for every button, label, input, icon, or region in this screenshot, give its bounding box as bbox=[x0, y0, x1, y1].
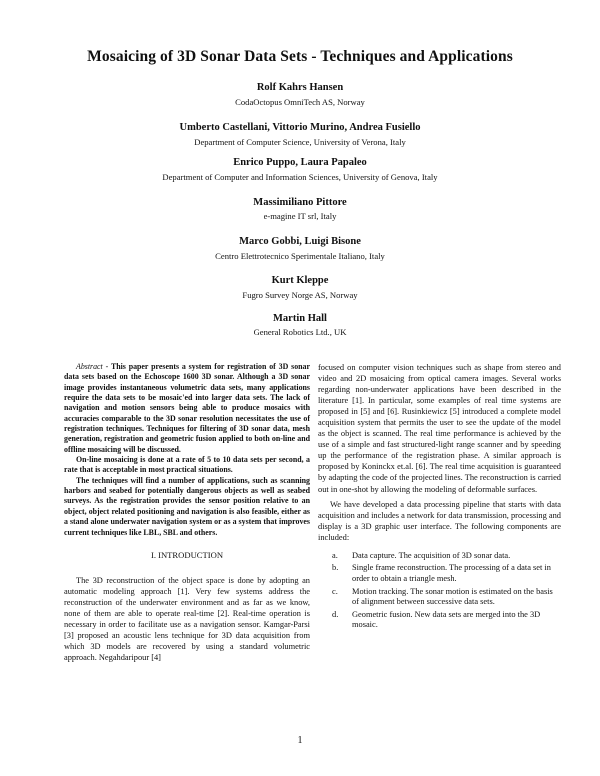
abstract bbox=[64, 362, 310, 538]
list-item bbox=[332, 609, 561, 631]
abstract-paragraph: On-line mosaicing is done at a rate of 5 to 10 data sets per second, a rate that is acceptable in most practical situations. bbox=[64, 455, 310, 475]
author-affiliation: Centro Elettrotecnico Sperimentale Italiano, Italy bbox=[215, 251, 385, 261]
list-item-text: Single frame reconstruction. The processing of a data set in order to obtain a triangle mesh. bbox=[352, 563, 551, 583]
abstract-label: Abstract - bbox=[76, 362, 109, 371]
list-item bbox=[332, 563, 561, 584]
list-marker: c. bbox=[332, 586, 338, 596]
author-affiliation: General Robotics Ltd., UK bbox=[253, 327, 347, 337]
components-list bbox=[318, 551, 561, 631]
author-names: Marco Gobbi, Luigi Bisone bbox=[239, 236, 361, 247]
list-marker: d. bbox=[332, 609, 339, 619]
paper-title: Mosaicing of 3D Sonar Data Sets - Techniques and Applications bbox=[87, 48, 513, 65]
author-names: Kurt Kleppe bbox=[271, 275, 329, 286]
list-marker: b. bbox=[332, 563, 339, 573]
section-heading: I. INTRODUCTION bbox=[150, 549, 224, 560]
author-affiliation: Fugro Survey Norge AS, Norway bbox=[242, 290, 358, 300]
author-names: Umberto Castellani, Vittorio Murino, Andrea Fusiello bbox=[179, 122, 421, 133]
list-item bbox=[332, 550, 561, 562]
body-paragraph: We have developed a data processing pipeline that starts with data acquisition and includes a network for data transmission, processing and display is a 3D graphic user interface. The following components are included: bbox=[318, 499, 561, 542]
author-names: Martin Hall bbox=[273, 313, 327, 324]
left-column bbox=[64, 362, 310, 663]
body-paragraph: The 3D reconstruction of the object space is done by adopting an automatic modeling approach [1]. Very few systems address the reconstruction of the underwater environment and as far as we know, none of them are able to operate real-time [2]. Real-time operation is necessary in order to facilitate use as a navigation sensor. Kamgar-Parsi [3] proposed an acoustic lens technique for 3D data acquisition from which 3D models are recovered by using a standard volumetric approach. Negahdaripour [4] bbox=[64, 575, 310, 663]
list-marker: a. bbox=[332, 550, 338, 560]
author-affiliation: CodaOctopus OmniTech AS, Norway bbox=[235, 97, 365, 107]
abstract-paragraph bbox=[64, 362, 310, 455]
list-item bbox=[332, 586, 561, 608]
author-names: Massimiliano Pittore bbox=[253, 197, 347, 208]
author-names: Rolf Kahrs Hansen bbox=[256, 82, 344, 93]
list-item-text: Geometric fusion. New data sets are merged into the 3D mosaic. bbox=[352, 609, 541, 630]
abstract-paragraph: The techniques will find a number of applications, such as scanning harbors and seabed for potentially dangerous objects as well as seabed surveys. As the registration provides the sensor position relative to an object, object related positioning and navigation is also feasible, either as a stand alone underwater navigation system or as a system that improves current techniques like LBL, SBL and others. bbox=[64, 475, 310, 537]
author-affiliation: Department of Computer Science, University of Verona, Italy bbox=[194, 137, 406, 147]
right-column bbox=[318, 362, 561, 633]
page-number: 1 bbox=[297, 735, 303, 746]
author-names: Enrico Puppo, Laura Papaleo bbox=[233, 157, 367, 168]
author-affiliation: e-magine IT srl, Italy bbox=[263, 211, 337, 221]
author-affiliation: Department of Computer and Information Sciences, University of Genova, Italy bbox=[162, 172, 438, 182]
abstract-text: This paper presents a system for registration of 3D sonar data sets based on the Echoscope 1600 3D sonar. Although a 3D sonar image provides instantaneous volumetric data sets, many applications require the data sets to be mosaic'ed into larger data sets. The lack of navigation and motion sensors being able to produce mosaics with accuracies comparable to the 3D sonar resolution necessitates the use of registration techniques. Techniques for filtering of 3D sonar data, mesh generation, registration and geometric fusion applied to both on-line and offline mosaicing will be discussed. bbox=[64, 362, 310, 454]
list-item-text: Motion tracking. The sonar motion is estimated on the basis of alignment between successive data sets. bbox=[352, 586, 553, 607]
list-item-text: Data capture. The acquisition of 3D sonar data. bbox=[352, 550, 511, 560]
body-paragraph: focused on computer vision techniques such as shape from stereo and video and 2D mosaicing from optical camera images. Several works regarding non-underwater applications have been described in the literature [1]. In particular, some examples of real time systems are proposed in [5] and [6]. Rusinkiewicz [5] introduced a complete model acquisition system that permits the user to see the update of the model as the object is scanned. The real time performance is achieved by the use of a simple and fast structured-light range scanner and by speeding up the performance of the registration phase. A similar approach is proposed by Koninckx et.al. [6]. The real time acquisition is guaranteed by adapting the code of the projected lines. The reconstruction is carried out in one-shot by allowing the modeling of deformable surfaces. bbox=[318, 363, 561, 494]
